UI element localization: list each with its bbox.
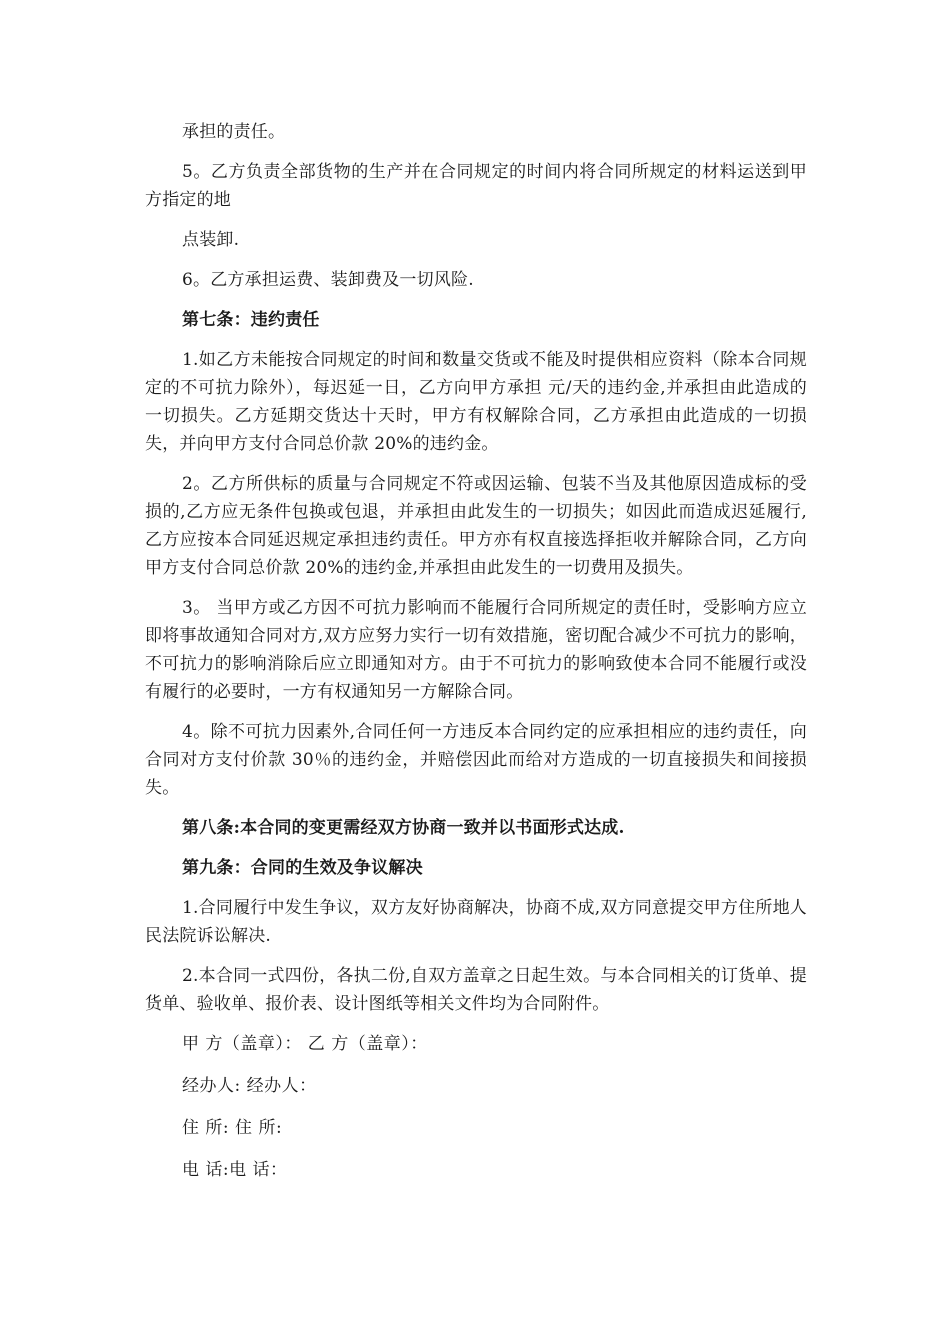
paragraph-effect-2: 2.本合同一式四份，各执二份,自双方盖章之日起生效。与本合同相关的订货单、提货单、验收单、报价表、设计图纸等相关文件均为合同附件。 [145, 966, 807, 1014]
document-page [145, 118, 807, 1198]
paragraph-breach-1: 1.如乙方未能按合同规定的时间和数量交货或不能及时提供相应资料（除本合同规定的不可抗力除外），每迟延一日，乙方向甲方承担 元/天的违约金,并承担由此造成的一切损失。乙方延期交货达十天时，甲方有权解除合同，乙方承担由此造成的一切损失，并向甲方支付合同总价款 20%的违约金。 [145, 350, 807, 454]
signature-phone: 电 话:电 话： [182, 1160, 288, 1180]
paragraph-liability-end: 承担的责任。 [182, 122, 286, 142]
signature-address: 住 所: 住 所: [182, 1118, 283, 1138]
paragraph-breach-2: 2。乙方所供标的质量与合同规定不符或因运输、包装不当及其他原因造成标的受损的,乙方应无条件包换或包退，并承担由此发生的一切损失；如因此而造成迟延履行,乙方应按本合同延迟规定承担违约责任。甲方亦有权直接选择拒收并解除合同，乙方向甲方支付合同总价款 20%的违约金,并承担由此发生的一切费用及损失。 [145, 474, 807, 578]
signature-agent: 经办人: 经办人： [182, 1076, 317, 1096]
paragraph-unloading: 点装卸. [182, 230, 240, 250]
paragraph-breach-4: 4。除不可抗力因素外,合同任何一方违反本合同约定的应承担相应的违约责任，向合同对方支付价款 30％的违约金，并赔偿因此而给对方造成的一切直接损失和间接损失。 [145, 722, 807, 798]
heading-article-7: 第七条：违约责任 [182, 310, 320, 330]
paragraph-breach-3: 3。 当甲方或乙方因不可抗力影响而不能履行合同所规定的责任时，受影响方应立即将事故通知合同对方,双方应努力实行一切有效措施，密切配合减少不可抗力的影响，不可抗力的影响消除后应立即通知对方。由于不可抗力的影响致使本合同不能履行或没有履行的必要时，一方有权通知另一方解除合同。 [145, 598, 807, 702]
paragraph-dispute-1: 1.合同履行中发生争议，双方友好协商解决，协商不成,双方同意提交甲方住所地人民法院诉讼解决. [145, 898, 807, 946]
heading-article-8: 第八条:本合同的变更需经双方协商一致并以书面形式达成. [182, 818, 625, 838]
signature-parties: 甲 方（盖章）： 乙 方（盖章）： [182, 1034, 428, 1054]
paragraph-clause-5: 5。乙方负责全部货物的生产并在合同规定的时间内将合同所规定的材料运送到甲方指定的地 [145, 162, 807, 210]
heading-article-9: 第九条：合同的生效及争议解决 [182, 858, 423, 878]
paragraph-clause-6: 6。乙方承担运费、装卸费及一切风险. [182, 270, 474, 290]
